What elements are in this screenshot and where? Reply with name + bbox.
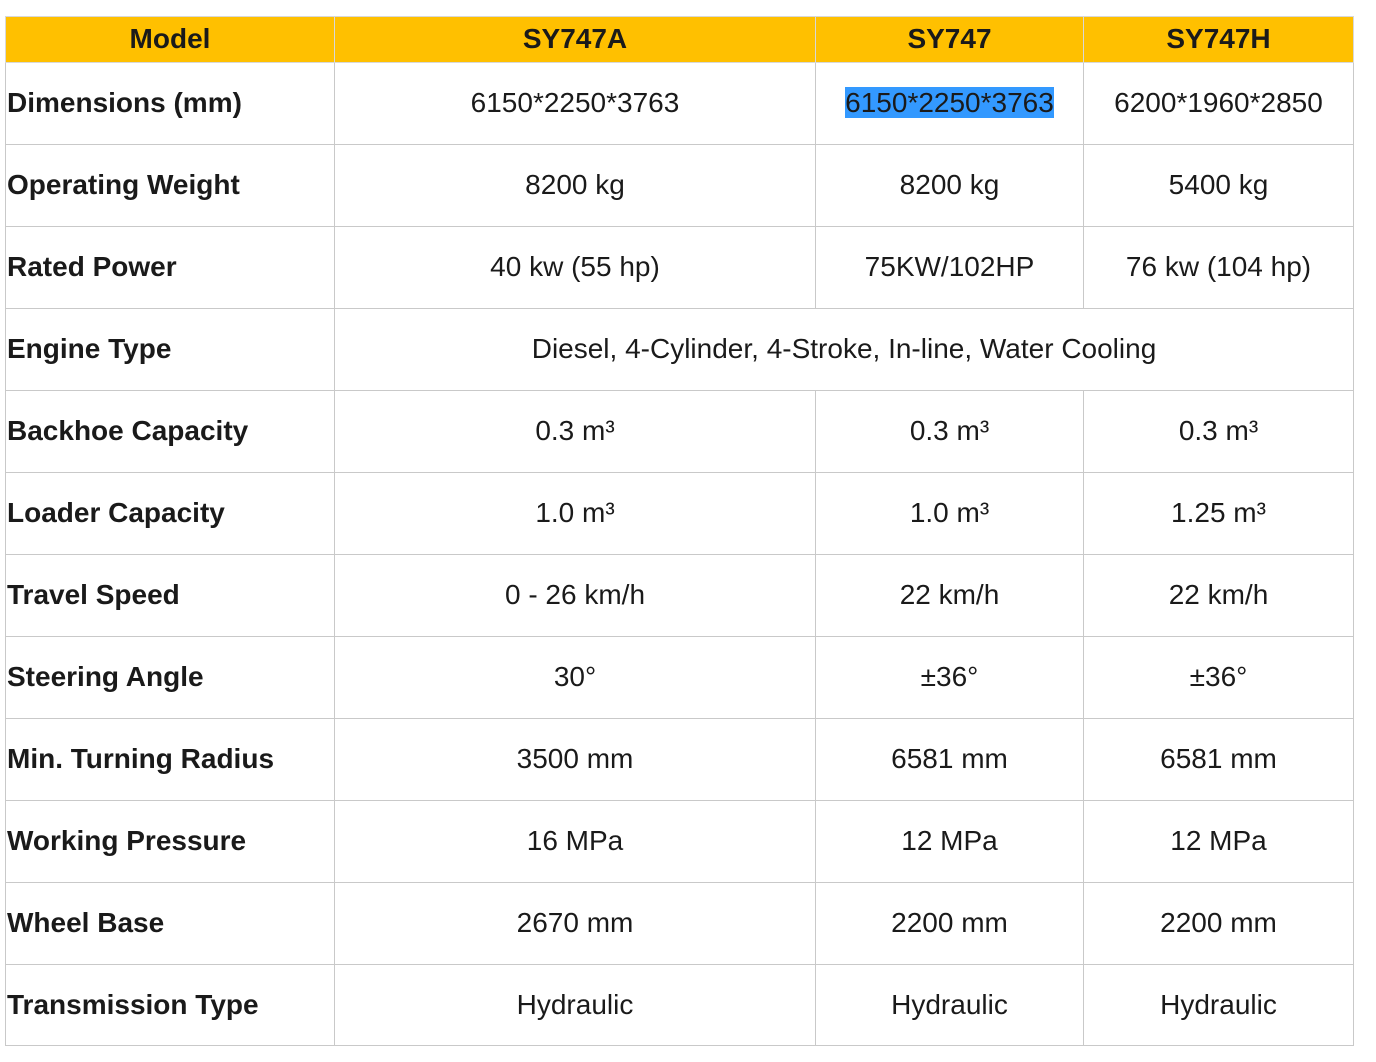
cell-value-selected[interactable] [816, 63, 1084, 145]
cell-value: Hydraulic [335, 965, 816, 1046]
spec-table [5, 16, 1354, 1046]
table-row [6, 473, 1354, 555]
cell-value: 0 - 26 km/h [335, 555, 816, 637]
cell-value-merged: Diesel, 4-Cylinder, 4-Stroke, In-line, Water Cooling [335, 309, 1354, 391]
cell-value: 30° [335, 637, 816, 719]
table-row [6, 309, 1354, 391]
cell-value: 76 kw (104 hp) [1084, 227, 1354, 309]
row-label-loader-capacity: Loader Capacity [6, 473, 335, 555]
cell-value: 16 MPa [335, 801, 816, 883]
row-label-transmission-type: Transmission Type [6, 965, 335, 1046]
cell-value: Hydraulic [1084, 965, 1354, 1046]
cell-value: 12 MPa [1084, 801, 1354, 883]
row-label-rated-power: Rated Power [6, 227, 335, 309]
header-sy747a: SY747A [335, 17, 816, 63]
cell-value: ±36° [816, 637, 1084, 719]
row-label-steering-angle: Steering Angle [6, 637, 335, 719]
table-row [6, 63, 1354, 145]
cell-value: 2670 mm [335, 883, 816, 965]
cell-value: 8200 kg [335, 145, 816, 227]
row-label-working-pressure: Working Pressure [6, 801, 335, 883]
row-label-engine-type: Engine Type [6, 309, 335, 391]
cell-value: 6581 mm [816, 719, 1084, 801]
cell-value: 6581 mm [1084, 719, 1354, 801]
header-row [6, 17, 1354, 63]
cell-value: 1.0 m³ [335, 473, 816, 555]
table-row [6, 391, 1354, 473]
cell-value: 5400 kg [1084, 145, 1354, 227]
table-row [6, 637, 1354, 719]
table-row [6, 883, 1354, 965]
table-row [6, 801, 1354, 883]
row-label-dimensions: Dimensions (mm) [6, 63, 335, 145]
row-label-wheel-base: Wheel Base [6, 883, 335, 965]
cell-value: 1.25 m³ [1084, 473, 1354, 555]
cell-value: Hydraulic [816, 965, 1084, 1046]
row-label-backhoe-capacity: Backhoe Capacity [6, 391, 335, 473]
cell-value: ±36° [1084, 637, 1354, 719]
header-sy747h: SY747H [1084, 17, 1354, 63]
cell-value: 0.3 m³ [816, 391, 1084, 473]
row-label-travel-speed: Travel Speed [6, 555, 335, 637]
cell-value: 3500 mm [335, 719, 816, 801]
cell-value: 1.0 m³ [816, 473, 1084, 555]
table-row [6, 145, 1354, 227]
cell-value: 22 km/h [1084, 555, 1354, 637]
cell-value: 2200 mm [1084, 883, 1354, 965]
row-label-operating-weight: Operating Weight [6, 145, 335, 227]
cell-value: 12 MPa [816, 801, 1084, 883]
cell-value: 8200 kg [816, 145, 1084, 227]
row-label-min-turning-radius: Min. Turning Radius [6, 719, 335, 801]
table-row [6, 965, 1354, 1046]
header-model-label: Model [6, 17, 335, 63]
selected-text[interactable]: 6150*2250*3763 [845, 87, 1054, 119]
cell-value: 0.3 m³ [335, 391, 816, 473]
cell-value: 6150*2250*3763 [335, 63, 816, 145]
cell-value: 2200 mm [816, 883, 1084, 965]
cell-value: 75KW/102HP [816, 227, 1084, 309]
cell-value: 22 km/h [816, 555, 1084, 637]
cell-value: 0.3 m³ [1084, 391, 1354, 473]
cell-value: 6200*1960*2850 [1084, 63, 1354, 145]
header-sy747: SY747 [816, 17, 1084, 63]
table-row [6, 227, 1354, 309]
table-row [6, 555, 1354, 637]
cell-value: 40 kw (55 hp) [335, 227, 816, 309]
table-row [6, 719, 1354, 801]
